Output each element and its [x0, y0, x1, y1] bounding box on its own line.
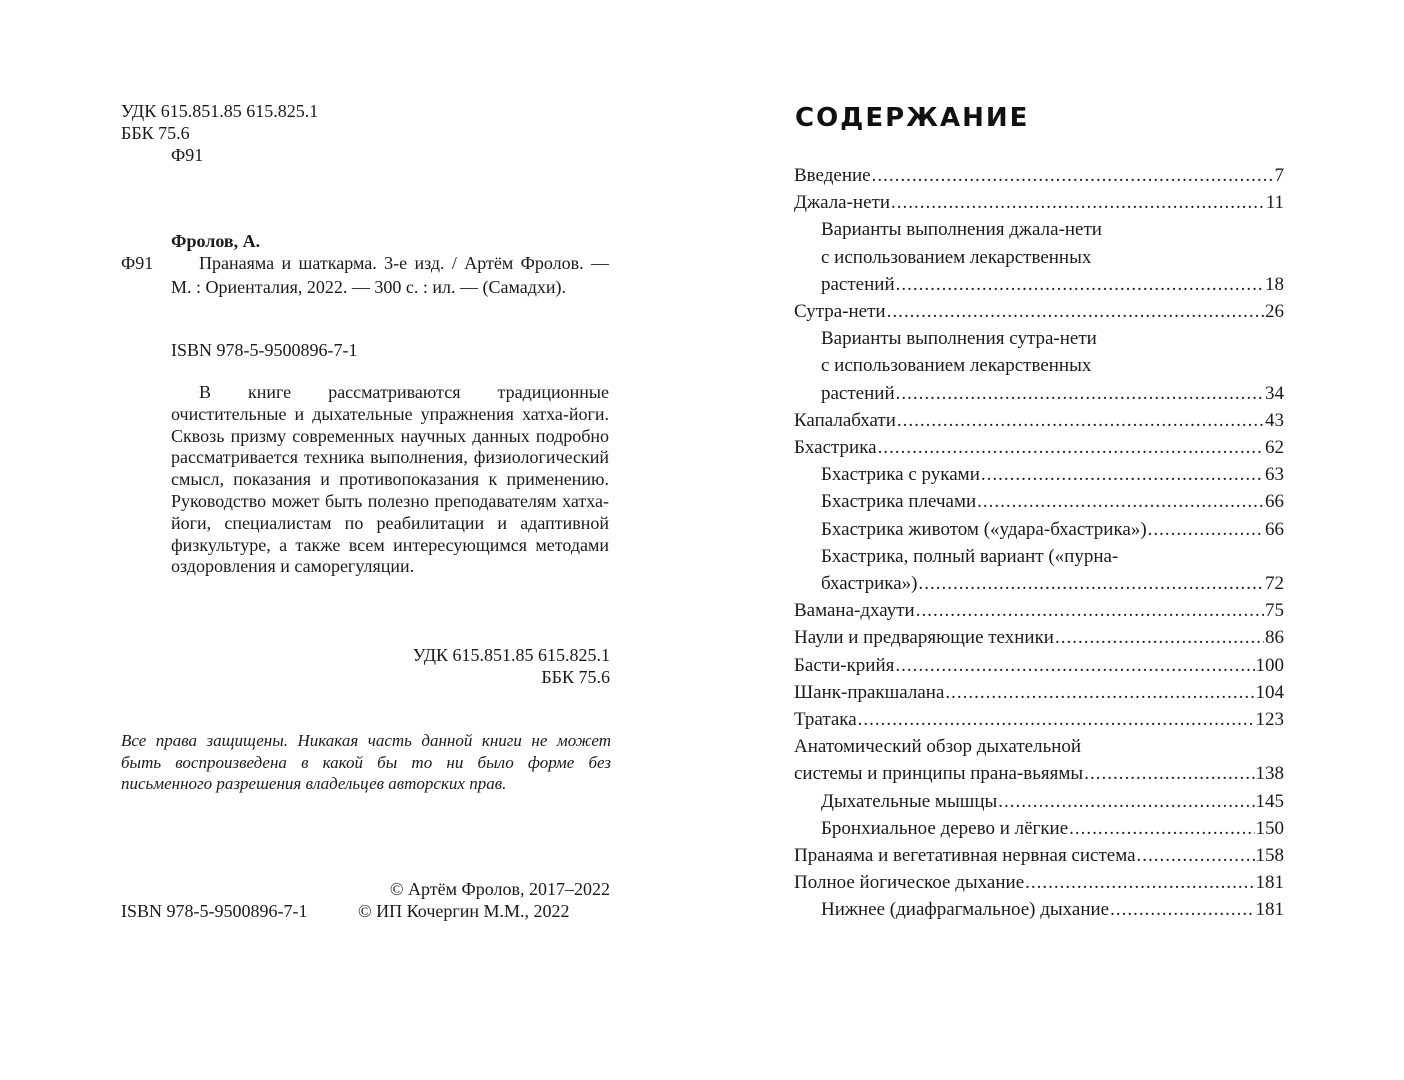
toc-entry-title: растений	[821, 273, 895, 295]
toc-entry[interactable]	[794, 815, 1284, 842]
toc-entry-line	[794, 733, 1284, 760]
toc-entry[interactable]	[794, 652, 1284, 679]
toc-entry-title-part: Анатомический обзор дыхательной	[794, 736, 1082, 758]
toc-entry-title: бхастрика»)	[821, 573, 918, 595]
toc-entry-title: системы и принципы прана-вьяямы	[794, 763, 1084, 785]
toc-entry-title: Введение	[794, 165, 871, 186]
toc-entry-title: Шанк-пракшалана	[794, 681, 945, 703]
toc-dot-leader	[916, 597, 1264, 624]
toc-entry[interactable]	[794, 788, 1284, 815]
toc-dot-leader	[895, 652, 1254, 679]
toc-entry[interactable]	[794, 896, 1284, 923]
rights-notice: Все права защищены. Никакая часть данной книги не может быть воспроизведена в какой бы то ни было форме без письменного разрешения владельцев авторских прав.	[121, 731, 611, 793]
toc-entry-title: Бхастрика с руками	[821, 464, 980, 486]
toc-entry-page: 66	[1265, 491, 1284, 513]
toc-entry[interactable]	[794, 760, 1284, 787]
toc-entry[interactable]	[794, 597, 1284, 624]
toc-entry[interactable]	[794, 516, 1284, 543]
copyright-author: © Артём Фролов, 2017–2022	[389, 879, 610, 899]
toc-entry-page: 100	[1255, 654, 1284, 676]
toc-entry-title: Бхастрика плечами	[821, 491, 977, 513]
toc-entry-title: Полное йогическое дыхание	[794, 872, 1025, 894]
toc-entry-page: 43	[1265, 409, 1284, 431]
toc-entry-title: Наули и предваряющие техники	[794, 627, 1054, 649]
toc-dot-leader	[891, 189, 1265, 216]
toc-entry-title-part: Варианты выполнения сутра-нети	[821, 328, 1097, 350]
toc-entry[interactable]	[794, 624, 1284, 651]
toc-entry-line	[794, 216, 1284, 243]
toc-entry-page: 72	[1265, 573, 1284, 595]
toc-entry-page: 181	[1255, 872, 1284, 894]
toc-dot-leader	[1055, 624, 1264, 651]
udk-code-repeat: УДК 615.851.85 615.825.1	[412, 645, 610, 665]
toc-dot-leader	[872, 162, 1274, 189]
toc-entry-page: 123	[1255, 709, 1284, 731]
toc-entry[interactable]	[794, 407, 1284, 434]
toc-entry-page: 63	[1265, 464, 1284, 486]
toc-entry[interactable]	[794, 706, 1284, 733]
toc-entry-page: 86	[1265, 627, 1284, 649]
toc-dot-leader	[945, 679, 1254, 706]
copyright-publisher: © ИП Кочергин М.М., 2022	[358, 901, 570, 921]
toc-entry-title: Джала-нети	[794, 192, 891, 214]
toc-entry-page: 138	[1255, 763, 1284, 785]
toc-entry[interactable]	[794, 842, 1284, 869]
toc-dot-leader	[896, 380, 1264, 407]
isbn: ISBN 978-5-9500896-7-1	[171, 340, 358, 360]
bibliographic-description: Пранаяма и шаткарма. 3-е изд. / Артём Фролов. — М. : Ориенталия, 2022. — 300 с. : ил. — (Самадхи).	[171, 253, 609, 297]
toc-dot-leader	[1069, 815, 1254, 842]
toc-entry-page: 104	[1255, 681, 1284, 703]
toc-entry[interactable]	[794, 380, 1284, 407]
toc-entry-title: Бронхиальное дерево и лёгкие	[821, 817, 1069, 839]
toc-entry-page: 26	[1265, 301, 1284, 323]
toc-dot-leader	[918, 570, 1264, 597]
toc-entry[interactable]	[794, 570, 1284, 597]
toc-dot-leader	[1137, 842, 1255, 869]
toc-entry-title-part: с использованием лекарственных	[821, 355, 1092, 377]
author-sign: Ф91	[171, 145, 204, 165]
toc-entry[interactable]	[794, 271, 1284, 298]
toc-dot-leader	[998, 788, 1254, 815]
toc-entry-page: 150	[1255, 817, 1284, 839]
bbk-code-repeat: ББК 75.6	[541, 667, 610, 687]
toc-entry[interactable]	[794, 434, 1284, 461]
toc-dot-leader	[977, 488, 1264, 515]
toc-dot-leader	[887, 298, 1264, 325]
udk-code: УДК 615.851.85 615.825.1	[121, 101, 319, 121]
toc-entry-page: 11	[1265, 192, 1284, 214]
toc-entry-page: 181	[1255, 899, 1284, 921]
table-of-contents	[794, 162, 1284, 924]
bib-code: Ф91	[121, 253, 154, 273]
toc-dot-leader	[878, 434, 1264, 461]
toc-entry[interactable]	[794, 298, 1284, 325]
toc-entry-title-part: Варианты выполнения джала-нети	[821, 219, 1102, 241]
toc-entry-line	[794, 543, 1284, 570]
toc-entry-title: растений	[821, 382, 895, 404]
toc-entry-line	[794, 325, 1284, 352]
right-page	[702, 0, 1404, 1080]
toc-entry-title: Бхастрика животом («удара-бхастрика»)	[821, 518, 1147, 540]
toc-entry-title: Дыхательные мышцы	[821, 790, 998, 812]
toc-dot-leader	[1084, 760, 1254, 787]
toc-entry-title: Басти-крийя	[794, 654, 895, 676]
toc-entry[interactable]	[794, 488, 1284, 515]
toc-entry[interactable]	[794, 679, 1284, 706]
toc-entry-title: Тратака	[794, 709, 857, 731]
toc-entry[interactable]	[794, 869, 1284, 896]
isbn-bottom: ISBN 978-5-9500896-7-1	[121, 901, 308, 921]
toc-entry[interactable]	[794, 189, 1284, 216]
toc-entry-title: Вамана-дхаути	[794, 600, 915, 622]
toc-entry-page: 75	[1265, 600, 1284, 622]
toc-entry-page: 62	[1265, 437, 1284, 459]
toc-dot-leader	[897, 407, 1264, 434]
toc-entry-page: 145	[1255, 790, 1284, 812]
toc-dot-leader	[896, 271, 1264, 298]
toc-dot-leader	[1110, 896, 1254, 923]
toc-entry-title-part: Бхастрика, полный вариант («пурна-	[821, 545, 1119, 567]
toc-entry-page: 158	[1255, 845, 1284, 867]
bbk-code: ББК 75.6	[121, 123, 190, 143]
toc-title: СОДЕРЖАНИЕ	[795, 103, 1030, 133]
toc-entry[interactable]	[794, 461, 1284, 488]
toc-dot-leader	[1025, 869, 1254, 896]
toc-dot-leader	[858, 706, 1255, 733]
toc-entry-line	[794, 244, 1284, 271]
toc-entry[interactable]	[794, 162, 1284, 189]
toc-entry-title: Нижнее (диафрагмальное) дыхание	[821, 899, 1110, 921]
toc-entry-title: Сутра-нети	[794, 301, 886, 323]
toc-entry-line	[794, 352, 1284, 379]
toc-dot-leader	[1148, 516, 1264, 543]
toc-entry-page: 7	[1274, 165, 1284, 186]
toc-dot-leader	[981, 461, 1264, 488]
toc-entry-page: 34	[1265, 382, 1284, 404]
author-name: Фролов, А.	[171, 231, 261, 251]
toc-entry-page: 66	[1265, 518, 1284, 540]
abstract: В книге рассматриваются традиционные очистительные и дыхательные упражнения хатха-йоги. Сквозь призму современных научных данных подробно рассматривается техника выполнения, физиологический смысл, показания и противопоказания к применению. Руководство может быть полезно преподавателям хатха-йоги, специалистам по реабилитации и адаптивной физкультуре, а также всем интересующимся методами оздоровления и саморегуляции.	[171, 382, 609, 577]
toc-entry-title: Пранаяма и вегетативная нервная система	[794, 845, 1136, 867]
toc-entry-title-part: с использованием лекарственных	[821, 246, 1092, 268]
toc-entry-title: Капалабхати	[794, 409, 896, 431]
toc-entry-page: 18	[1265, 273, 1284, 295]
toc-entry-title: Бхастрика	[794, 437, 877, 459]
